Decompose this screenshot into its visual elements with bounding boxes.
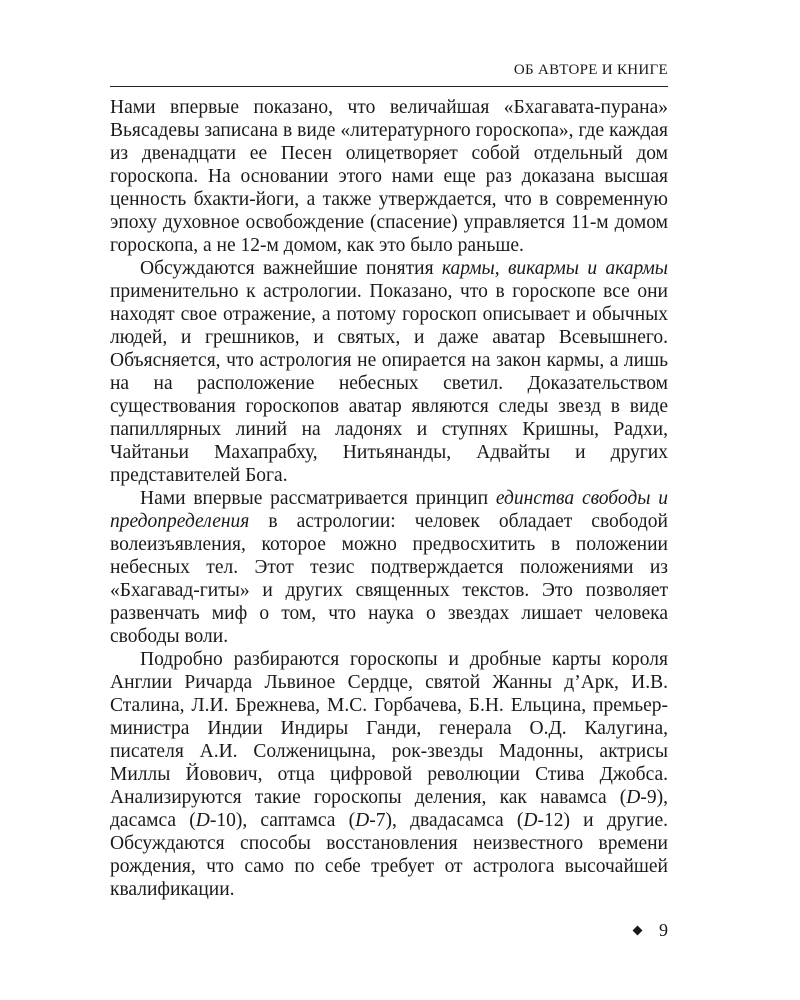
paragraph-4-text-part: -10), саптамса ( — [209, 810, 356, 831]
paragraph-1: Нами впервые показано, что величайшая «Бхагавата-пурана» Вьясадевы записана в виде «литературного гороскопа», где каждая из двенадцати ее Песен олицетворяет собой отдельный дом гороскопа. На основании этого нами еще раз доказана высшая ценность бхакти-йоги, а также утверждается, что в современную эпоху духовное освобождение (спасение) управляется 11-м домом гороскопа, а не 12-м домом, как это было раньше. — [110, 97, 668, 256]
paragraph-2 — [110, 257, 668, 487]
page-number: 9 — [659, 920, 668, 940]
paragraph-2-text-end: применительно к астрологии. Показано, что в гороскопе все они находят свое отражение, а потому гороскоп описывает и обычных людей, и грешников, и святых, и даже аватар Всевышнего. Объясняется, что астрология не опирается на закон кармы, а лишь на на расположение небесных светил. Доказательством существования гороскопов аватар являются следы звезд в виде папиллярных линий на ладонях и ступнях Кришны, Радхи, Чайтаньи Махапрабху, Нитьянанды, Адвайты и других представителей Бога. — [110, 281, 668, 486]
paragraph-4-text-start: Подробно разбираются гороскопы и дробные карты короля Англии Ричарда Львиное Сердце, святой Жанны д’Арк, И.В. Сталина, Л.И. Брежнева, М.С. Горбачева, Б.Н. Ельцина, премьер-министра Индии Индиры Ганди, генерала О.Д. Калугина, писателя А.И. Солженицына, рок-звезды Мадонны, актрисы Миллы Йовович, отца цифровой революции Стива Джобса. Анализируются такие гороскопы деления, как навамса ( — [110, 649, 668, 808]
paragraph-3-emphasis: единства свободы и предопределения — [110, 488, 668, 532]
paragraph-2-text-start: Обсуждаются важнейшие понятия — [140, 258, 442, 279]
running-head: ОБ АВТОРЕ И КНИГЕ — [513, 62, 668, 78]
paragraph-4-d-label: D — [355, 810, 370, 831]
paragraph-4-text-part: -9), дасамса ( — [110, 787, 668, 831]
paragraph-3-text-start: Нами впервые рассматривается принцип — [140, 488, 496, 509]
paragraph-4-d-label: D — [523, 810, 538, 831]
paragraph-4-d-label: D — [195, 810, 210, 831]
page-footer — [634, 920, 668, 941]
paragraph-4-text-end: -12) и другие. Обсуждаются способы восстановления неизвестного времени рождения, что само по себе требует от астролога высочайшей квалификации. — [110, 810, 668, 900]
diamond-icon — [633, 926, 643, 936]
paragraph-2-emphasis: кармы, викармы и акармы — [441, 258, 668, 279]
paragraph-4-text-part: -7), двадасамса ( — [369, 810, 524, 831]
paragraph-3-text-end: в астрологии: человек обладает свободой волеизъявления, которое можно предвосхитить в положении небесных тел. Этот тезис подтверждается положениями из «Бхагавад-гиты» и других священных текстов. Это позволяет развенчать миф о том, что наука о звездах лишает человека свободы воли. — [110, 511, 668, 647]
paragraph-4 — [110, 648, 668, 901]
paragraph-4-d-label: D — [626, 787, 641, 808]
paragraph-3 — [110, 487, 668, 648]
body-text — [110, 96, 668, 901]
header-rule — [110, 86, 668, 87]
